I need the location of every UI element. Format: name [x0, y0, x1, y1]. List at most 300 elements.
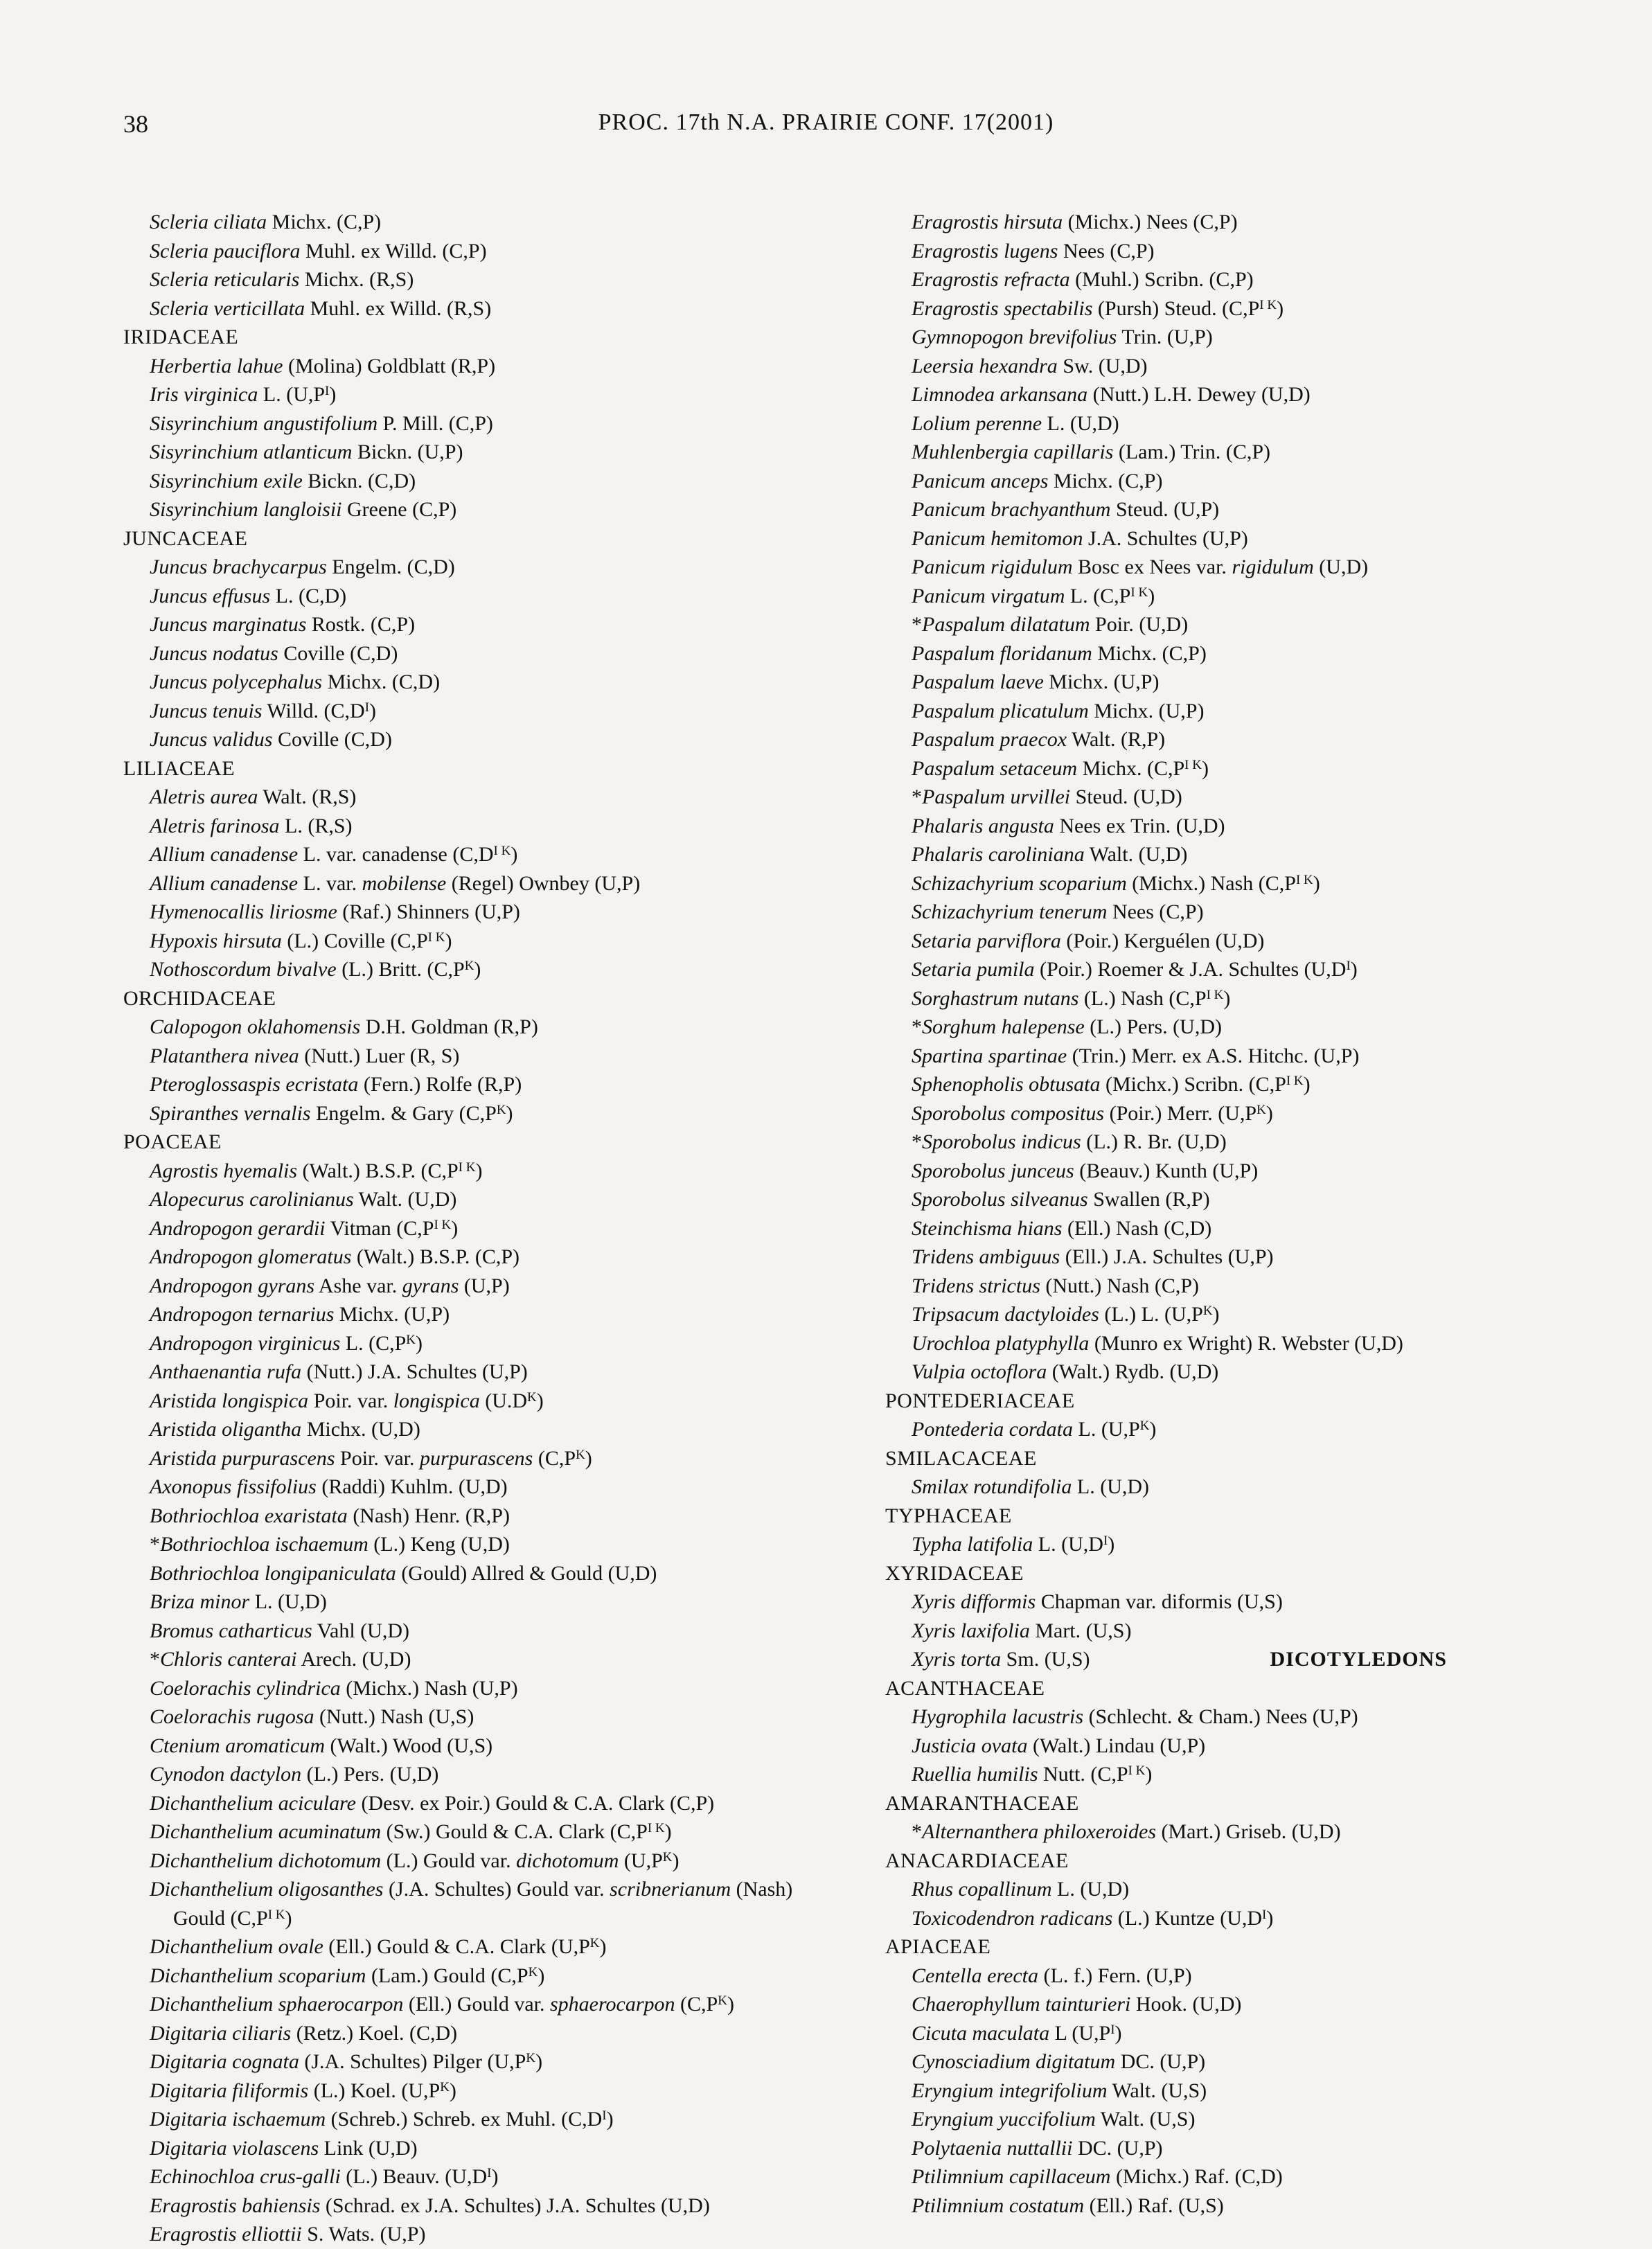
species-entry: [885, 2077, 1592, 2106]
species-authority: Trin. (U,P): [1117, 326, 1213, 348]
species-name: Digitaria filiformis: [150, 2079, 309, 2102]
species-entry: [885, 1732, 1592, 1761]
species-authority: (Mart.) Griseb. (U,D): [1156, 1820, 1341, 1843]
species-name: Sisyrinchium angustifolium: [150, 411, 378, 435]
species-authority: (Muhl.) Scribn. (C,P): [1069, 268, 1254, 291]
species-name: Bothriochloa longipaniculata: [150, 1561, 396, 1585]
species-name: Scleria ciliata: [150, 211, 267, 233]
species-entry: [123, 1732, 844, 1761]
species-entry: [885, 1415, 1592, 1444]
infraspecific-name: sphaerocarpon: [549, 1993, 675, 2016]
species-name: Paspalum floridanum: [912, 641, 1092, 665]
species-name: Andropogon ternarius: [150, 1303, 335, 1326]
species-name: Gymnopogon brevifolius: [912, 326, 1117, 348]
species-entry: [885, 898, 1592, 927]
species-entry: [123, 1214, 844, 1243]
species-name: Sorghum halepense: [922, 1015, 1085, 1038]
species-name: Eragrostis lugens: [912, 239, 1058, 263]
species-entry: [885, 955, 1592, 984]
species-authority: Greene (C,P): [341, 498, 457, 521]
species-entry: [885, 668, 1592, 697]
species-authority: (Sw.) Gould & C.A. Clark (C,P: [381, 1820, 648, 1843]
species-entry: [123, 467, 844, 496]
species-authority: Coville (C,D): [272, 728, 392, 751]
species-entry: [885, 1272, 1592, 1301]
species-entry: [885, 1962, 1592, 1991]
species-authority: Coville (C,D): [278, 641, 398, 665]
species-name: Briza minor: [150, 1590, 250, 1613]
species-name: Eragrostis spectabilis: [912, 296, 1093, 320]
page-number: 38: [123, 110, 148, 138]
species-authority: (Munro ex Wright) R. Webster (U,D): [1089, 1331, 1403, 1355]
species-name: Setaria parviflora: [912, 929, 1061, 952]
family-heading: XYRIDACEAE: [885, 1561, 1024, 1585]
family-heading: IRIDACEAE: [123, 326, 239, 348]
closing-paren: ): [538, 1964, 545, 1987]
species-entry: [123, 1932, 844, 1962]
species-entry: [885, 2162, 1592, 2192]
species-entry: [123, 2105, 844, 2134]
species-authority: Sw. (U,D): [1057, 354, 1148, 377]
species-entry: [123, 840, 844, 869]
species-name: Sphenopholis obtusata: [912, 1073, 1101, 1096]
species-authority: (Ell.) Raf. (U,S): [1084, 2194, 1224, 2217]
species-authority: Muhl. ex Willd. (C,P): [300, 239, 487, 263]
infraspecific-name: scribnerianum: [610, 1878, 731, 1901]
species-authority: Bickn. (U,P): [352, 441, 463, 463]
species-name: Juncus marginatus: [150, 613, 307, 636]
species-entry: [885, 208, 1592, 237]
species-authority: Nees ex Trin. (U,D): [1054, 814, 1225, 837]
species-name: Juncus effusus: [150, 584, 271, 607]
species-authority: DC. (U,P): [1072, 2136, 1163, 2160]
species-name: Eryngium integrifolium: [912, 2079, 1108, 2102]
species-entry: [885, 2105, 1592, 2134]
species-authority: (Beauv.) Kunth (U,P): [1074, 1159, 1259, 1182]
species-name: Nothoscordum bivalve: [150, 958, 337, 981]
closing-paren: ): [451, 1216, 459, 1240]
species-authority: Michx. (C,P: [1077, 756, 1185, 780]
species-entry: [123, 1358, 844, 1387]
species-authority: S. Wats. (U,P): [301, 2223, 426, 2246]
closing-paren: ): [1201, 756, 1209, 780]
species-entry: [885, 1703, 1592, 1732]
species-authority: (L.) Coville (C,P: [281, 929, 428, 952]
species-name: Eragrostis refracta: [912, 268, 1070, 291]
species-authority: Michx. (R,S): [299, 268, 414, 291]
closing-paren: ): [727, 1993, 734, 2016]
species-entry: [885, 2019, 1592, 2048]
species-name: Digitaria violascens: [150, 2136, 319, 2160]
species-entry: [123, 265, 844, 294]
species-authority: (Walt.) Wood (U,S): [325, 1734, 493, 1757]
species-name: Tridens strictus: [912, 1274, 1040, 1297]
species-name: Digitaria ciliaris: [150, 2021, 292, 2045]
species-entry: [123, 553, 844, 582]
species-authority: Willd. (C,D: [262, 699, 365, 722]
species-authority: Nees (C,P): [1107, 900, 1204, 923]
species-entry: [123, 294, 844, 323]
species-authority: (Ell.) Gould & C.A. Clark (U,P: [323, 1935, 590, 1958]
species-entry: [885, 1875, 1592, 1904]
species-entry: [123, 898, 844, 927]
species-authority: P. Mill. (C,P): [378, 411, 493, 435]
closing-paren: ): [1148, 584, 1155, 607]
family-heading: PONTEDERIACEAE: [885, 1389, 1075, 1412]
family-heading: ACANTHACEAE: [885, 1676, 1045, 1700]
species-authority: (L. f.) Fern. (U,P): [1038, 1964, 1192, 1987]
species-name: Panicum anceps: [912, 469, 1049, 492]
species-entry: [123, 237, 844, 266]
status-superscript: K: [406, 1332, 416, 1347]
species-name: Pteroglossaspis ecristata: [150, 1073, 359, 1096]
species-authority: (Fern.) Rolfe (R,P): [358, 1073, 522, 1096]
closing-paren: ): [1350, 958, 1358, 981]
closing-paren: ): [1266, 1906, 1274, 1930]
species-entry: [885, 467, 1592, 496]
species-name: Sporobolus indicus: [922, 1130, 1081, 1153]
family-heading: APIACEAE: [885, 1935, 991, 1958]
species-authority: L. (U,D): [1042, 411, 1119, 435]
species-name: Sisyrinchium langloisii: [150, 498, 342, 521]
species-authority: Walt. (U,D): [353, 1188, 457, 1211]
species-authority: (Poir.) Merr. (U,P: [1104, 1101, 1257, 1125]
status-superscript: I K: [1130, 585, 1148, 600]
closing-paren: ): [491, 2165, 499, 2188]
species-name: Spiranthes vernalis: [150, 1101, 311, 1125]
species-authority: Walt. (U,S): [1107, 2079, 1207, 2102]
species-authority: L. var.: [298, 871, 362, 895]
running-head: PROC. 17th N.A. PRAIRIE CONF. 17(2001): [598, 109, 1054, 135]
species-authority: (Ell.) J.A. Schultes (U,P): [1060, 1245, 1274, 1268]
species-entry: [123, 1013, 844, 1042]
species-authority: (U,P: [619, 1849, 663, 1872]
species-entry: [123, 1157, 844, 1186]
species-authority: (L.) Nash (C,P: [1078, 986, 1207, 1010]
species-authority: Michx. (U,P): [1088, 699, 1205, 722]
closing-paren: ): [449, 2079, 456, 2102]
species-name: Phalaris angusta: [912, 814, 1054, 837]
species-entry: [123, 438, 844, 467]
species-name: Axonopus fissifolius: [150, 1475, 317, 1498]
introduced-marker: *: [150, 1533, 160, 1556]
species-authority: Bosc ex Nees var.: [1072, 555, 1232, 578]
species-name: Eryngium yuccifolium: [912, 2108, 1096, 2131]
species-name: Cynodon dactylon: [150, 1763, 302, 1786]
species-name: Platanthera nivea: [150, 1044, 299, 1067]
species-authority: D.H. Goldman (R,P): [360, 1015, 538, 1038]
introduced-marker: *: [912, 1820, 922, 1843]
species-name: Leersia hexandra: [912, 354, 1058, 377]
species-authority: (Walt.) B.S.P. (C,P): [351, 1245, 519, 1268]
species-entry: [885, 639, 1592, 668]
species-authority: (Ell.) Nash (C,D): [1062, 1216, 1212, 1240]
family-heading: SMILACACEAE: [885, 1446, 1037, 1470]
status-superscript: I: [1103, 1534, 1108, 1548]
species-authority: (J.A. Schultes) Pilger (U,P: [299, 2050, 526, 2073]
species-authority: (Walt.) Rydb. (U,D): [1047, 1360, 1219, 1383]
species-authority: (L.) Kuntze (U,D: [1112, 1906, 1263, 1930]
status-superscript: I K: [1128, 1763, 1146, 1778]
species-authority: L. var. canadense (C,D: [298, 843, 494, 866]
species-name: Typha latifolia: [912, 1533, 1033, 1556]
species-entry: [123, 869, 844, 898]
species-entry: [123, 2162, 844, 2192]
species-entry: [885, 1070, 1592, 1099]
status-superscript: I K: [1295, 872, 1313, 887]
introduced-marker: *: [912, 613, 922, 636]
species-entry: [123, 1645, 844, 1674]
species-name: Dichanthelium acuminatum: [150, 1820, 382, 1843]
species-name: Sporobolus junceus: [912, 1159, 1074, 1182]
species-name: Steinchisma hians: [912, 1216, 1063, 1240]
species-authority: Walt. (R,S): [258, 785, 357, 808]
species-entry: [123, 495, 844, 524]
introduced-marker: *: [912, 1015, 922, 1038]
species-authority: (Desv. ex Poir.) Gould & C.A. Clark (C,P): [355, 1791, 715, 1815]
species-name: Andropogon virginicus: [150, 1331, 341, 1355]
infraspecific-name: longispica: [393, 1389, 480, 1412]
species-name: Allium canadense: [150, 871, 299, 895]
species-authority: (Michx.) Nash (U,P): [340, 1676, 518, 1700]
species-authority: (Schrad. ex J.A. Schultes) J.A. Schultes (U,D): [320, 2194, 710, 2217]
species-authority: Michx. (C,P): [1092, 641, 1207, 665]
species-entry: [123, 783, 844, 812]
species-entry: [123, 1760, 844, 1789]
species-entry: [885, 1128, 1592, 1157]
species-entry: [885, 1617, 1592, 1646]
introduced-marker: *: [912, 785, 922, 808]
species-entry: [123, 1099, 844, 1128]
family-heading: ANACARDIACEAE: [885, 1849, 1069, 1872]
closing-paren: ): [1212, 1303, 1220, 1326]
species-authority: (Regel) Ownbey (U,P): [446, 871, 641, 895]
species-entry: [123, 1990, 844, 2019]
species-authority: (Michx.) Scribn. (C,P: [1100, 1073, 1286, 1096]
species-entry: [123, 1847, 844, 1876]
species-authority: (Walt.) Lindau (U,P): [1027, 1734, 1206, 1757]
species-entry: [123, 1789, 844, 1818]
species-name: Paspalum plicatulum: [912, 699, 1089, 722]
species-name: Eragrostis bahiensis: [150, 2194, 321, 2217]
species-authority: (U,D): [1313, 555, 1369, 578]
species-entry: [885, 697, 1592, 726]
species-authority: Chapman var. diformis (U,S): [1036, 1590, 1283, 1613]
species-entry: [123, 2019, 844, 2048]
species-name: Hygrophila lacustris: [912, 1705, 1084, 1728]
species-entry: [123, 1674, 844, 1703]
species-authority: L. (U,D): [249, 1590, 327, 1613]
species-name: Limnodea arkansana: [912, 383, 1088, 406]
family-heading: ORCHIDACEAE: [123, 986, 276, 1010]
species-authority: Michx. (C,D): [322, 670, 441, 693]
species-authority: (Poir.) Roemer & J.A. Schultes (U,D: [1034, 958, 1347, 981]
species-entry: [123, 927, 844, 956]
species-authority: (Schreb.) Schreb. ex Muhl. (C,D: [326, 2108, 603, 2131]
species-authority: L. (U,D: [1033, 1533, 1103, 1556]
species-authority: Engelm. (C,D): [326, 555, 455, 578]
species-name: Sporobolus silveanus: [912, 1188, 1088, 1211]
closing-paren: ): [599, 1935, 607, 1958]
species-name: Alternanthera philoxeroides: [922, 1820, 1156, 1843]
species-name: Eragrostis elliottii: [150, 2223, 302, 2246]
species-authority: (Michx.) Nash (C,P: [1126, 871, 1296, 895]
closing-paren: ): [1277, 296, 1284, 320]
species-authority: (L.) Pers. (U,D): [301, 1763, 439, 1786]
species-entry: [123, 380, 844, 409]
closing-paren: ): [1223, 986, 1231, 1010]
species-name: Pontederia cordata: [912, 1418, 1074, 1441]
species-entry: [885, 1904, 1592, 1933]
species-name: Bromus catharticus: [150, 1619, 312, 1642]
species-entry: [123, 1243, 844, 1272]
species-entry: [123, 1875, 844, 1904]
species-name: Ctenium aromaticum: [150, 1734, 326, 1757]
species-entry: [123, 1185, 844, 1214]
species-name: Ptilimnium capillaceum: [912, 2165, 1111, 2188]
closing-paren: ): [510, 843, 518, 866]
species-entry: [123, 352, 844, 381]
species-entry: [123, 2047, 844, 2077]
species-name: Chaerophyllum tainturieri: [912, 1993, 1131, 2016]
species-authority: L. (C,D): [270, 584, 347, 607]
species-entry: [885, 1300, 1592, 1329]
species-authority: Vahl (U,D): [312, 1619, 409, 1642]
species-name: Allium canadense: [150, 843, 299, 866]
species-name: Paspalum praecox: [912, 728, 1067, 751]
status-superscript: I K: [1184, 757, 1202, 772]
section-heading: DICOTYLEDONS: [1270, 1648, 1447, 1671]
closing-paren: ): [1265, 1101, 1273, 1125]
species-name: Aletris farinosa: [150, 814, 280, 837]
species-name: Hypoxis hirsuta: [150, 929, 282, 952]
species-authority: Steud. (U,P): [1110, 498, 1220, 521]
species-entry: [123, 1530, 844, 1559]
closing-paren: ): [416, 1331, 423, 1355]
family-heading: AMARANTHACEAE: [885, 1791, 1079, 1815]
species-name: Lolium perenne: [912, 411, 1042, 435]
species-authority: L. (R,S): [279, 814, 353, 837]
species-authority: Steud. (U,D): [1070, 785, 1182, 808]
species-entry: [885, 1645, 1592, 1674]
status-superscript: I: [487, 2166, 492, 2180]
species-name: Justicia ovata: [912, 1734, 1028, 1757]
species-name: Phalaris caroliniana: [912, 843, 1085, 866]
species-authority: Walt. (R,P): [1067, 728, 1166, 751]
closing-paren: ): [1145, 1763, 1153, 1786]
species-entry: [123, 1473, 844, 1502]
species-entry: [123, 1387, 844, 1416]
species-entry: [123, 2077, 844, 2106]
species-name: Cicuta maculata: [912, 2021, 1050, 2045]
closing-paren: ): [445, 929, 452, 952]
species-name: Bothriochloa ischaemum: [160, 1533, 368, 1556]
family-heading: POACEAE: [123, 1130, 222, 1153]
species-name: Andropogon gyrans: [150, 1274, 315, 1297]
species-name: Panicum brachyanthum: [912, 498, 1111, 521]
species-authority: (L.) Beauv. (U,D: [340, 2165, 488, 2188]
species-name: Vulpia octoflora: [912, 1360, 1047, 1383]
family-heading: LILIACEAE: [123, 756, 236, 780]
closing-paren: ): [506, 1101, 513, 1125]
species-entry: [123, 2220, 844, 2249]
species-entry: [885, 265, 1592, 294]
species-entry: [123, 582, 844, 611]
species-entry: [123, 1559, 844, 1588]
species-name: Setaria pumila: [912, 958, 1035, 981]
status-superscript: K: [1202, 1304, 1213, 1318]
species-name: Polytaenia nuttallii: [912, 2136, 1073, 2160]
status-superscript: I: [1262, 1907, 1267, 1922]
species-authority: (L.) Pers. (U,D): [1084, 1015, 1222, 1038]
species-entry: [885, 352, 1592, 381]
species-entry: [123, 697, 844, 726]
species-name: Panicum hemitomon: [912, 526, 1083, 550]
closing-paren: ): [1149, 1418, 1157, 1441]
species-name: Xyris torta: [912, 1648, 1002, 1671]
species-entry: [885, 380, 1592, 409]
species-authority: (Gould) Allred & Gould (U,D): [396, 1561, 657, 1585]
species-authority: (L.) R. Br. (U,D): [1081, 1130, 1227, 1153]
species-entry: [885, 1099, 1592, 1128]
species-name: Aristida purpurascens: [150, 1446, 335, 1470]
species-authority: (Raddi) Kuhlm. (U,D): [316, 1475, 508, 1498]
species-authority: (Nutt.) Nash (U,S): [314, 1705, 474, 1728]
species-entry: [885, 2192, 1592, 2221]
species-authority: Poir. var.: [335, 1446, 420, 1470]
closing-paren: ): [535, 2050, 543, 2073]
species-entry: [885, 610, 1592, 639]
species-authority: (L.) Gould var.: [381, 1849, 517, 1872]
species-name: Aristida oligantha: [150, 1418, 302, 1441]
closing-paren: ): [1303, 1073, 1311, 1096]
species-entry: [123, 1070, 844, 1099]
status-superscript: I: [325, 384, 330, 398]
species-entry: [885, 1157, 1592, 1186]
status-superscript: K: [662, 1849, 673, 1865]
infraspecific-name: rigidulum: [1232, 555, 1314, 578]
species-entry: [123, 668, 844, 697]
species-name: Digitaria cognata: [150, 2050, 299, 2073]
family-heading: JUNCACEAE: [123, 526, 248, 550]
closing-paren: ): [329, 383, 337, 406]
species-authority: (Nutt.) L.H. Dewey (U,D): [1087, 383, 1311, 406]
species-name: Spartina spartinae: [912, 1044, 1067, 1067]
species-name: Sisyrinchium exile: [150, 469, 303, 492]
species-name: Dichanthelium aciculare: [150, 1791, 356, 1815]
status-superscript: I: [1346, 959, 1351, 973]
status-superscript: I: [602, 2108, 607, 2123]
status-superscript: K: [527, 1389, 537, 1405]
species-name: Cynosciadium digitatum: [912, 2050, 1116, 2073]
species-authority: Hook. (U,D): [1130, 1993, 1242, 2016]
species-name: Alopecurus carolinianus: [150, 1188, 354, 1211]
species-name: Paspalum setaceum: [912, 756, 1078, 780]
species-entry: [885, 869, 1592, 898]
species-authority: (L.) Britt. (C,P: [336, 958, 465, 981]
species-entry: [123, 1962, 844, 1991]
species-entry: [885, 2134, 1592, 2163]
species-name: Ruellia humilis: [912, 1763, 1038, 1786]
species-entry: [885, 1243, 1592, 1272]
species-authority: Link (U,D): [319, 2136, 418, 2160]
status-superscript: K: [526, 2051, 536, 2065]
status-superscript: I K: [434, 1217, 452, 1232]
species-continuation: [123, 1904, 844, 1933]
species-authority: (Schlecht. & Cham.) Nees (U,P): [1083, 1705, 1358, 1728]
species-name: Panicum rigidulum: [912, 555, 1073, 578]
species-entry: [885, 582, 1592, 611]
